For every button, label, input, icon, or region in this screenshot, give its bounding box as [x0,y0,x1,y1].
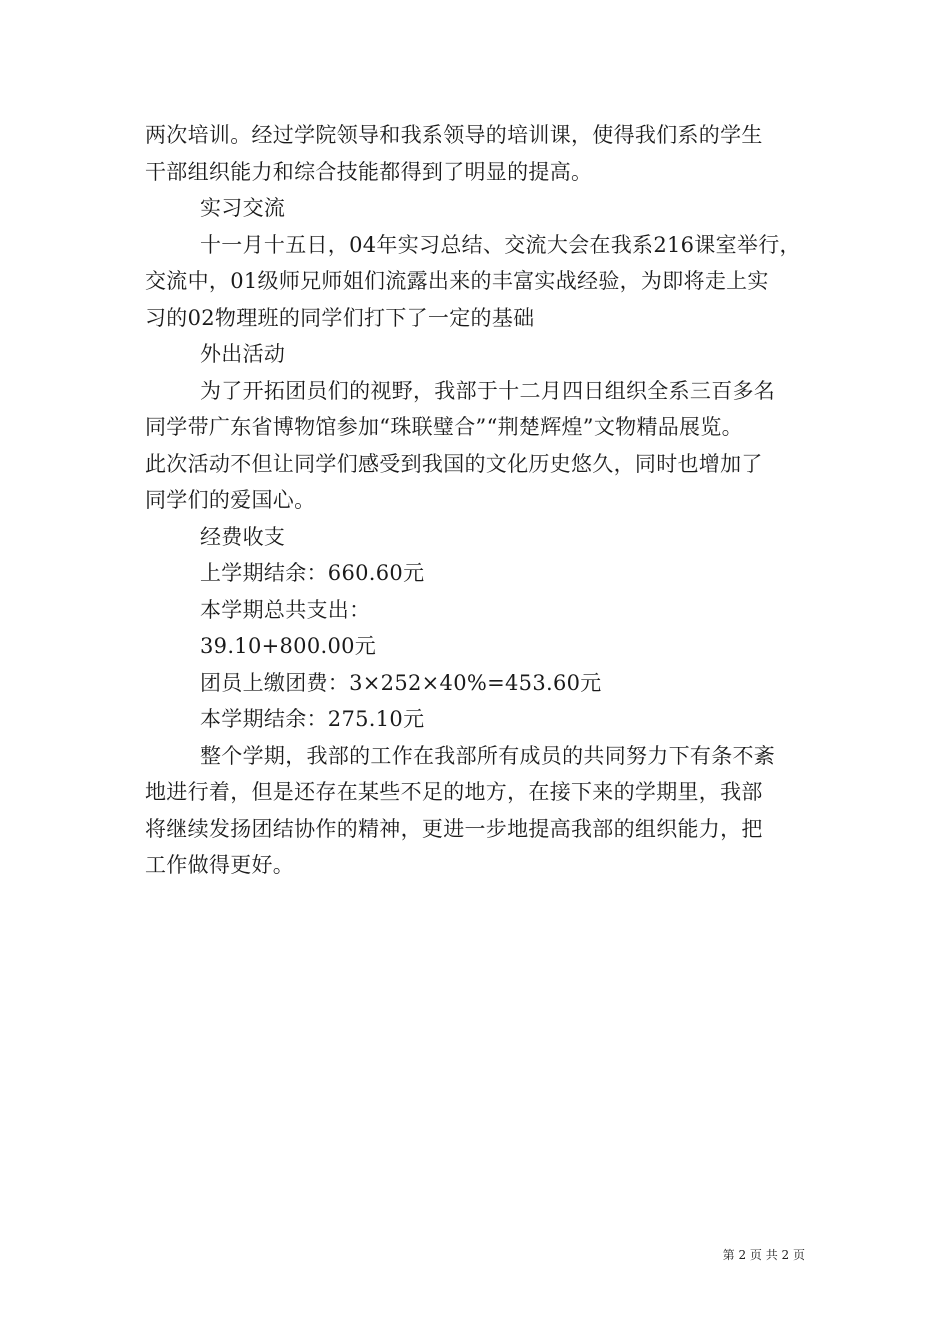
text-line: 干部组织能力和综合技能都得到了明显的提高。 [145,159,593,184]
text-line: 为了开拓团员们的视野，我部于十二月四日组织全系三百多名 [200,378,776,403]
text-line: 将继续发扬团结协作的精神，更进一步地提高我部的组织能力，把 [145,816,763,841]
document-body [145,117,825,884]
text-line: 习的02物理班的同学们打下了一定的基础 [145,305,535,330]
text-line: 交流中，01级师兄师姐们流露出来的丰富实战经验，为即将走上实 [145,269,769,293]
text-line: 十一月十五日，04年实习总结、交流大会在我系216课室举行， [200,232,801,257]
text-line: 本学期结余：275.10元 [200,707,425,731]
text-line: 本学期总共支出： [200,597,371,622]
text-line: 团员上缴团费：3×252×40%=453.60元 [200,670,602,695]
text-line: 地进行着，但是还存在某些不足的地方，在接下来的学期里，我部 [145,780,763,804]
text-line: 整个学期，我部的工作在我部所有成员的共同努力下有条不紊 [200,743,776,768]
text-line: 上学期结余：660.60元 [200,561,425,585]
text-line: 39.10+800.00元 [200,634,377,658]
text-line: 两次培训。经过学院领导和我系领导的培训课，使得我们系的学生 [145,123,763,147]
text-line: 同学们的爱国心。 [145,488,316,512]
text-line: 工作做得更好。 [145,853,295,877]
text-line: 此次活动不但让同学们感受到我国的文化历史悠久，同时也增加了 [145,451,763,476]
text-line: 经费收支 [200,524,286,549]
page-number-footer: 第 2 页 共 2 页 [722,1248,805,1262]
text-line: 同学带广东省博物馆参加“珠联璧合”“荆楚辉煌”文物精品展览。 [145,415,743,439]
text-line: 外出活动 [200,342,286,366]
text-line: 实习交流 [200,196,286,220]
